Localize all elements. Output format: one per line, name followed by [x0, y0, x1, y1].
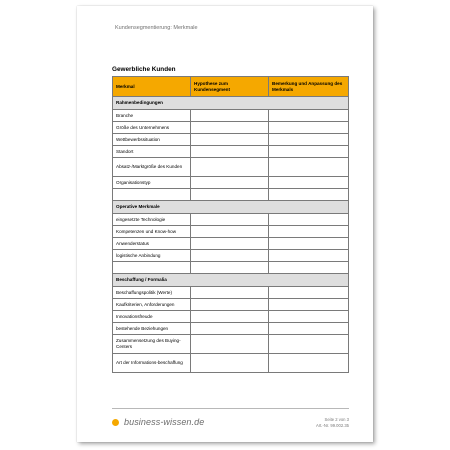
- remark-cell[interactable]: [269, 189, 349, 201]
- remark-cell[interactable]: [269, 134, 349, 146]
- segmentation-table: [112, 76, 349, 373]
- row-label: Kompetenzen und Know-how: [113, 226, 191, 238]
- hypothesis-cell[interactable]: [191, 214, 269, 226]
- hypothesis-cell[interactable]: [191, 146, 269, 158]
- row-label[interactable]: [113, 189, 191, 201]
- group-row-rahmenbedingungen: [113, 97, 349, 110]
- table-row: [113, 226, 349, 238]
- section-title: Gewerbliche Kunden: [112, 66, 176, 73]
- footer-meta: [316, 417, 349, 429]
- hypothesis-cell[interactable]: [191, 110, 269, 122]
- group-row-operative-merkmale: [113, 201, 349, 214]
- row-label: Kaufkriterien, Anforderungen: [113, 299, 191, 311]
- hypothesis-cell[interactable]: [191, 354, 269, 373]
- table-header-row: [113, 77, 349, 97]
- group-title: Operative Merkmale: [113, 201, 349, 214]
- row-label: eingesetzte Technologie: [113, 214, 191, 226]
- table-row: [113, 214, 349, 226]
- document-page: [77, 6, 373, 442]
- row-label: Wettbewerbssituation: [113, 134, 191, 146]
- hypothesis-cell[interactable]: [191, 158, 269, 177]
- footer-divider: [112, 408, 349, 409]
- hypothesis-cell[interactable]: [191, 287, 269, 299]
- row-label: Beschaffungspolitik (Werte): [113, 287, 191, 299]
- column-header-hypothese: Hypothese zum Kundensegment: [191, 77, 269, 97]
- column-header-merkmal: Merkmal: [113, 77, 191, 97]
- hypothesis-cell[interactable]: [191, 323, 269, 335]
- column-header-bemerkung: Bemerkung und Anpassung des Merkmals: [269, 77, 349, 97]
- remark-cell[interactable]: [269, 177, 349, 189]
- row-label: bestehende Beziehungen: [113, 323, 191, 335]
- table-row: [113, 146, 349, 158]
- table-row: [113, 177, 349, 189]
- empty-row: [113, 262, 349, 274]
- hypothesis-cell[interactable]: [191, 311, 269, 323]
- row-label: Branche: [113, 110, 191, 122]
- brand-dot-icon: [112, 419, 119, 426]
- row-label: Innovationsfreude: [113, 311, 191, 323]
- table-row: [113, 250, 349, 262]
- remark-cell[interactable]: [269, 214, 349, 226]
- group-title: Rahmenbedingungen: [113, 97, 349, 110]
- table-row: [113, 134, 349, 146]
- running-head: Kundensegmentierung: Merkmale: [115, 25, 198, 31]
- row-label: Größe des Unternehmens: [113, 122, 191, 134]
- remark-cell[interactable]: [269, 262, 349, 274]
- table-row: [113, 311, 349, 323]
- remark-cell[interactable]: [269, 287, 349, 299]
- hypothesis-cell[interactable]: [191, 177, 269, 189]
- remark-cell[interactable]: [269, 122, 349, 134]
- hypothesis-cell[interactable]: [191, 262, 269, 274]
- group-title: Beschaffung / Formalia: [113, 274, 349, 287]
- brand-logo[interactable]: [112, 417, 204, 427]
- table-row: [113, 287, 349, 299]
- remark-cell[interactable]: [269, 238, 349, 250]
- row-label: logistische Anbindung: [113, 250, 191, 262]
- row-label: Organisationstyp: [113, 177, 191, 189]
- row-label: Standort: [113, 146, 191, 158]
- table-row: [113, 158, 349, 177]
- group-row-beschaffung-formalia: [113, 274, 349, 287]
- hypothesis-cell[interactable]: [191, 250, 269, 262]
- remark-cell[interactable]: [269, 335, 349, 354]
- hypothesis-cell[interactable]: [191, 189, 269, 201]
- remark-cell[interactable]: [269, 299, 349, 311]
- hypothesis-cell[interactable]: [191, 134, 269, 146]
- hypothesis-cell[interactable]: [191, 335, 269, 354]
- hypothesis-cell[interactable]: [191, 238, 269, 250]
- remark-cell[interactable]: [269, 354, 349, 373]
- remark-cell[interactable]: [269, 110, 349, 122]
- remark-cell[interactable]: [269, 146, 349, 158]
- row-label: Zusammensetzung des Buying-Centers: [113, 335, 191, 354]
- row-label[interactable]: [113, 262, 191, 274]
- article-number: Art.-Nr. 99.002.35: [315, 423, 349, 429]
- hypothesis-cell[interactable]: [191, 299, 269, 311]
- remark-cell[interactable]: [269, 250, 349, 262]
- row-label: Absatz-/Marktgröße des Kunden: [113, 158, 191, 177]
- table-row: [113, 323, 349, 335]
- table-row: [113, 238, 349, 250]
- hypothesis-cell[interactable]: [191, 122, 269, 134]
- remark-cell[interactable]: [269, 311, 349, 323]
- brand-name: business-wissen.de: [124, 417, 205, 427]
- table-row: [113, 335, 349, 354]
- remark-cell[interactable]: [269, 226, 349, 238]
- table-row: [113, 122, 349, 134]
- page-number: Seite 2 von 3: [324, 417, 349, 422]
- table-row: [113, 110, 349, 122]
- empty-row: [113, 189, 349, 201]
- remark-cell[interactable]: [269, 158, 349, 177]
- hypothesis-cell[interactable]: [191, 226, 269, 238]
- table-row: [113, 299, 349, 311]
- row-label: Art der Informations-beschaffung: [113, 354, 191, 373]
- table-row: [113, 354, 349, 373]
- remark-cell[interactable]: [269, 323, 349, 335]
- row-label: Anwenderstatus: [113, 238, 191, 250]
